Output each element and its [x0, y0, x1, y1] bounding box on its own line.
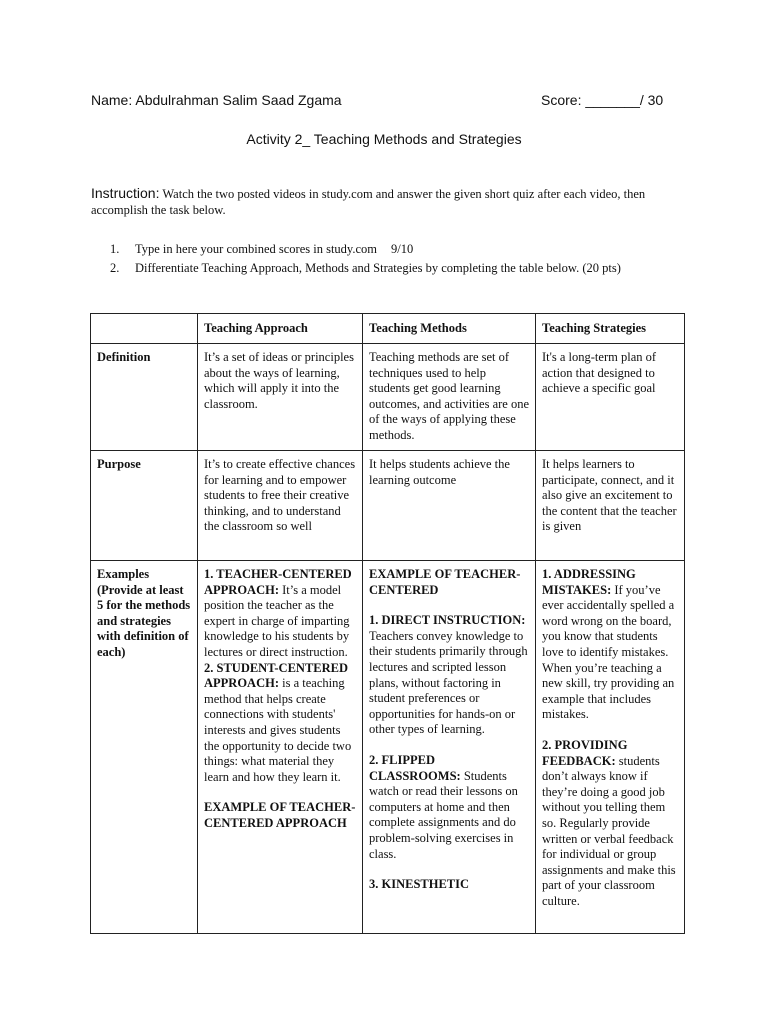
task-list [91, 240, 691, 278]
header-teaching-methods: Teaching Methods [363, 314, 536, 344]
definition-strategies-cell[interactable]: It's a long-term plan of action that designed to achieve a specific goal [536, 344, 685, 451]
comparison-table [90, 313, 685, 934]
methods-example-heading: EXAMPLE OF TEACHER-CENTERED [369, 567, 521, 597]
instruction-label: Instruction: [91, 185, 160, 201]
definition-methods-cell[interactable]: Teaching methods are set of techniques used to help students get good learning outcomes, and activities are one of the ways of applying these methods. [363, 344, 536, 451]
task-text: Type in here your combined scores in study.com [135, 242, 378, 256]
approach-item-2-text: is a teaching method that helps create connections with students' interests and gives students the opportunity to decide two things: what material they learn and how they learn it. [204, 676, 352, 784]
task-item-1 [91, 240, 691, 259]
row-label-purpose: Purpose [91, 451, 198, 561]
examples-strategies-cell[interactable] [536, 561, 685, 934]
methods-item-2-title: 2. FLIPPED CLASSROOMS: [369, 752, 461, 783]
score-field: Score: _______/ 30 [541, 92, 664, 108]
methods-item-3-title: 3. KINESTHETIC [369, 877, 470, 892]
header-teaching-strategies: Teaching Strategies [536, 314, 685, 344]
instruction-text: Watch the two posted videos in study.com and answer the given short quiz after each video, then accomplish the task below. [91, 187, 646, 217]
methods-item-1-title: 1. DIRECT INSTRUCTION: [369, 613, 526, 628]
combined-score-value[interactable]: 9/10 [391, 242, 414, 256]
examples-approach-cell[interactable] [198, 561, 363, 934]
strategies-item-2-text: students don’t always know if they’re doing a good job without you telling them so. Regularly provide written or verbal feedback for individual or group assignments and make this part of your classroom culture. [542, 753, 676, 908]
purpose-methods-cell[interactable]: It helps students achieve the learning outcome [363, 451, 536, 561]
table-row-purpose [91, 451, 685, 561]
table-row-examples [91, 561, 685, 934]
approach-item-1-title: 1. TEACHER-CENTERED APPROACH: [204, 567, 352, 597]
row-label-examples: Examples (Provide at least 5 for the methods and strategies with definition of each) [91, 561, 198, 934]
methods-item-1-text: Teachers convey knowledge to their students primarily through lectures and scripted lesson plans, without factoring in student preferences or opportunities for hands-on or other types of learning. [369, 628, 528, 737]
definition-approach-cell[interactable]: It’s a set of ideas or principles about the ways of learning, which will apply it into the classroom. [198, 344, 363, 451]
task-text: Differentiate Teaching Approach, Methods and Strategies by completing the table below. (20 pts) [135, 261, 621, 275]
methods-item-2-text: Students watch or read their lessons on computers at home and then complete assignments and do problem-solving exercises in class. [369, 768, 518, 861]
strategies-item-1-title: 1. ADDRESSING MISTAKES: [542, 567, 636, 597]
purpose-strategies-cell[interactable]: It helps learners to participate, connect, and it also give an excitement to the content that the teacher is given [536, 451, 685, 561]
header-empty-cell [91, 314, 198, 344]
examples-methods-cell[interactable] [363, 561, 536, 934]
approach-item-1-text: It’s a model position the teacher as the expert in charge of imparting knowledge to his students by lectures or direct instruction. [204, 582, 350, 659]
table-row-definition [91, 344, 685, 451]
approach-item-2-title: 2. STUDENT-CENTERED APPROACH: [204, 660, 349, 691]
strategies-item-2-title: 2. PROVIDING FEEDBACK: [542, 737, 628, 768]
strategies-item-1-text: If you’ve ever accidentally spelled a word wrong on the board, you know that students love to identify mistakes. When you’re teaching a new skill, try providing an example that includes mistakes. [542, 582, 675, 722]
row-label-definition: Definition [91, 344, 198, 451]
task-number: 2. [110, 261, 120, 275]
student-name: Name: Abdulrahman Salim Saad Zgama [91, 92, 342, 108]
table-header-row [91, 314, 685, 344]
instruction-paragraph [91, 185, 691, 218]
approach-example-heading: EXAMPLE OF TEACHER-CENTERED APPROACH [204, 800, 356, 830]
purpose-approach-cell[interactable]: It’s to create effective chances for learning and to empower students to free their creative thinking, and to understand the classroom so well [198, 451, 363, 561]
page-title: Activity 2_ Teaching Methods and Strategies [246, 131, 522, 147]
task-number: 1. [110, 242, 120, 256]
task-item-2 [91, 259, 691, 278]
header-teaching-approach: Teaching Approach [198, 314, 363, 344]
